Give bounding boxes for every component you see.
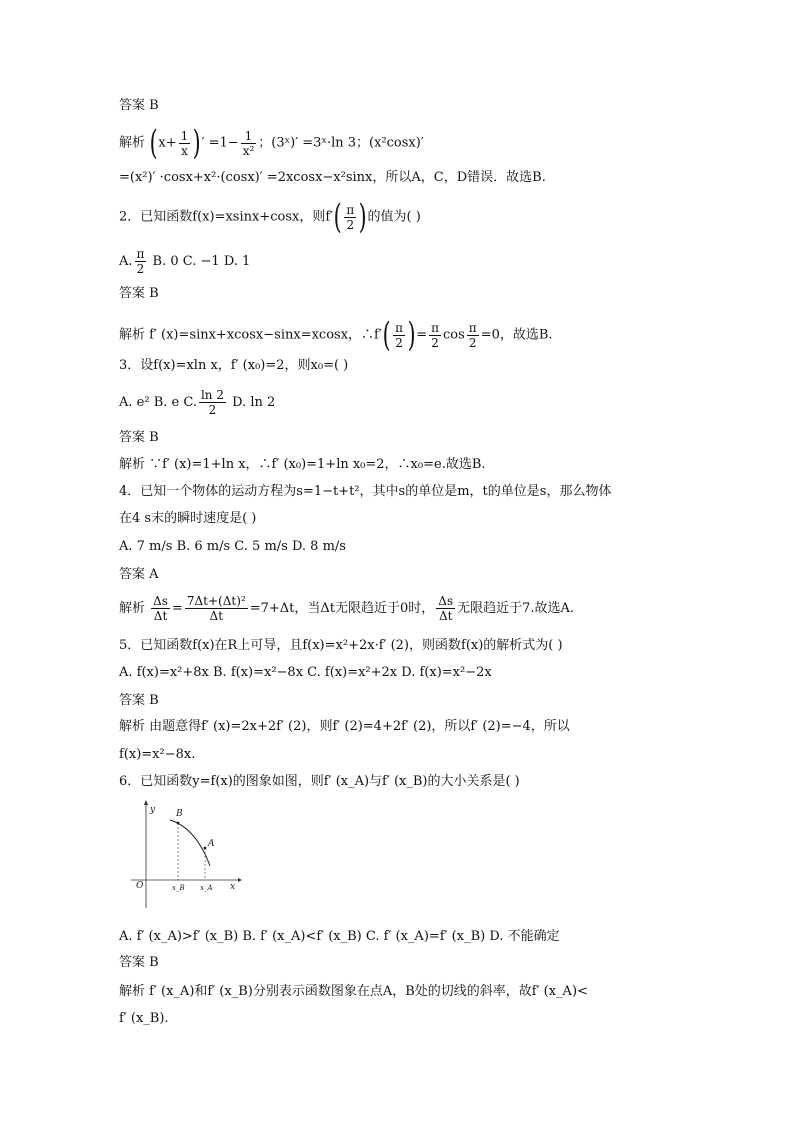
answer-label-3: 答案 B	[119, 430, 159, 445]
point-b	[177, 822, 180, 825]
answer-label-1: 答案 B	[119, 98, 159, 113]
solution-label: 解析	[119, 135, 146, 151]
function-graph	[126, 800, 246, 910]
options-3: A. e² B. e C. $\frac{\ln 2}{2}$ D. ln 2	[119, 388, 276, 417]
point-a	[204, 847, 207, 850]
options-4: A. 7 m/s B. 6 m/s C. 5 m/s D. 8 m/s	[119, 539, 346, 554]
question-6: 6．已知函数y=f(x)的图象如图，则f′ (x_A)与f′ (x_B)的大小关系是( )	[119, 774, 520, 789]
question-5: 5．已知函数f(x)在R上可导，且f(x)=x²+2x·f′ (2)，则函数f(x)的解析式为( )	[119, 638, 563, 653]
question-4-line-2: 在4 s末的瞬时速度是( )	[119, 511, 257, 526]
label-xb: x_B	[172, 884, 185, 892]
solution-6-line-2: f′ (x_B).	[119, 1011, 169, 1026]
solution-line-2: =(x²)′ ·cosx+x²·(cosx)′ =2xcosx−x²sinx，所以A，C，D错误．故选B.	[119, 170, 546, 185]
answer-label-6: 答案 B	[119, 955, 159, 970]
curve	[170, 820, 210, 866]
x-label: x	[230, 882, 236, 892]
question-2: 2．已知函数f(x)=xsinx+cosx，则f′( $\frac{\pi}{2}$ )的值为( )	[119, 197, 421, 237]
x-axis-arrow	[238, 878, 242, 882]
label-xa: x_A	[200, 884, 213, 892]
solution-5-line-1: 解析 由题意得f′ (x)=2x+2f′ (2)，则f′ (2)=4+2f′ (2)，所以f′ (2)=−4，所以	[119, 719, 570, 734]
answer-label-4: 答案 A	[119, 567, 159, 582]
question-4-line-1: 4．已知一个物体的运动方程为s=1−t+t²，其中s的单位是m，t的单位是s，那么物体	[119, 484, 612, 499]
solution-5-line-2: f(x)=x²−8x.	[119, 747, 196, 762]
options-5: A. f(x)=x²+8x B. f(x)=x²−8x C. f(x)=x²+2x D. f(x)=x²−2x	[119, 665, 492, 680]
options-6: A. f′ (x_A)>f′ (x_B) B. f′ (x_A)<f′ (x_B) C. f′ (x_A)=f′ (x_B) D. 不能确定	[119, 929, 560, 944]
solution-4: 解析 $\frac{\Delta s}{\Delta t}$ = $\frac{\text{7Δt+(Δt)²}}{\Delta t}$ =7+Δt，当Δt无限趋近于0时， $\frac{\Delta s}{\Delta t}$ 无限趋近于7.故选A.	[119, 594, 575, 623]
label-b: B	[176, 809, 183, 819]
solution-6-line-1: 解析 f′ (x_A)和f′ (x_B)分别表示函数图象在点A，B处的切线的斜率，故f′ (x_A)<	[119, 984, 588, 999]
solution-line-1: 解析 (x+ $\frac{1}{x}$ )′ =1− $\frac{1}{\text{x²}}$ ；(3ˣ)′ =3ˣ·ln 3；(x²cosx)′	[119, 123, 424, 163]
solution-2: 解析 f′ (x)=sinx+xcosx−sinx=xcosx，∴f′( $\frac{\pi}{2}$ )= $\frac{\pi}{2}$ cos $\frac{\pi}{2}$ =0，故选B.	[119, 315, 553, 355]
y-label: y	[150, 805, 156, 815]
y-axis-arrow	[144, 800, 148, 805]
origin-label: O	[136, 881, 144, 891]
question-3: 3．设f(x)=xln x，f′ (x₀)=2，则x₀=( )	[119, 358, 349, 373]
label-a: A	[208, 839, 215, 849]
answer-label-2: 答案 B	[119, 286, 159, 301]
options-2: A. $\frac{\pi}{2}$ B. 0 C. −1 D. 1	[119, 247, 251, 276]
solution-3: 解析 ∵f′ (x)=1+ln x，∴f′ (x₀)=1+ln x₀=2，∴x₀=e.故选B.	[119, 457, 486, 472]
answer-label-5: 答案 B	[119, 693, 159, 708]
